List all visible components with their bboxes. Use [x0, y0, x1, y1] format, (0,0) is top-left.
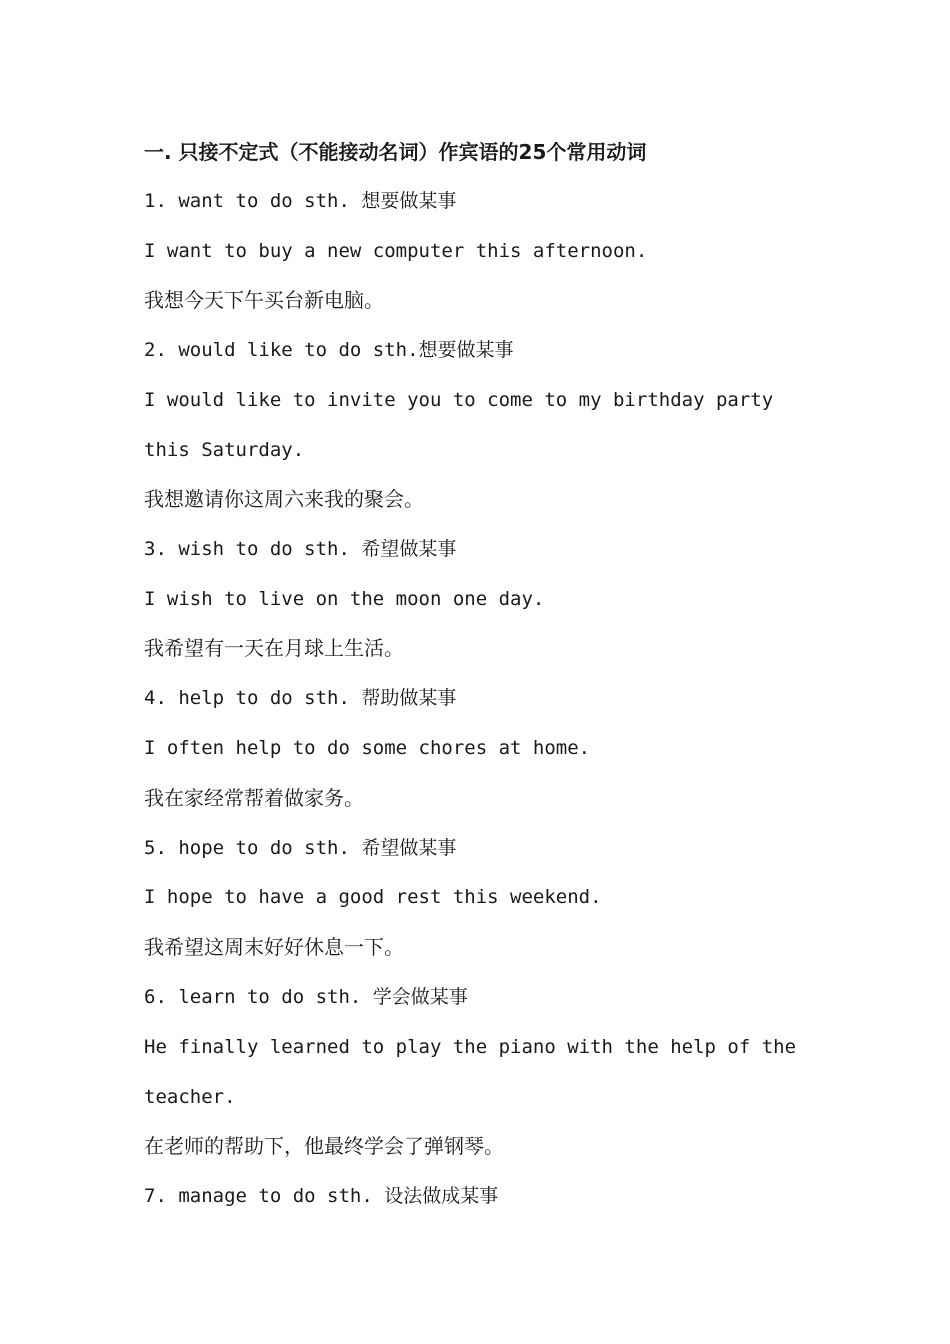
item-1-translation: 我想今天下午买台新电脑。	[144, 288, 384, 312]
item-4-phrase: 4. help to do sth. 帮助做某事	[144, 687, 457, 709]
item-1-phrase: 1. want to do sth. 想要做某事	[144, 190, 457, 212]
item-2-translation: 我想邀请你这周六来我的聚会。	[144, 487, 424, 511]
item-2-example-line-2: this Saturday.	[144, 439, 305, 461]
item-1-example: I want to buy a new computer this afternoon.	[144, 240, 648, 262]
item-4-example: I often help to do some chores at home.	[144, 737, 591, 759]
item-2-phrase: 2. would like to do sth.想要做某事	[144, 339, 514, 361]
item-6-example-line-2: teacher.	[144, 1086, 236, 1108]
item-6-translation: 在老师的帮助下，他最终学会了弹钢琴。	[144, 1134, 504, 1158]
item-5-translation: 我希望这周末好好休息一下。	[144, 935, 404, 959]
item-2-example-line-1: I would like to invite you to come to my birthday party	[144, 389, 774, 411]
item-3-phrase: 3. wish to do sth. 希望做某事	[144, 538, 457, 560]
item-6-phrase: 6. learn to do sth. 学会做某事	[144, 986, 468, 1008]
item-4-translation: 我在家经常帮着做家务。	[144, 786, 364, 810]
item-5-example: I hope to have a good rest this weekend.	[144, 886, 602, 908]
item-3-example: I wish to live on the moon one day.	[144, 588, 545, 610]
item-7-phrase: 7. manage to do sth. 设法做成某事	[144, 1185, 499, 1207]
section-heading: 一. 只接不定式（不能接动名词）作宾语的25个常用动词	[144, 140, 647, 164]
item-5-phrase: 5. hope to do sth. 希望做某事	[144, 837, 457, 859]
item-3-translation: 我希望有一天在月球上生活。	[144, 636, 404, 660]
item-6-example-line-1: He finally learned to play the piano with the help of the	[144, 1036, 797, 1058]
